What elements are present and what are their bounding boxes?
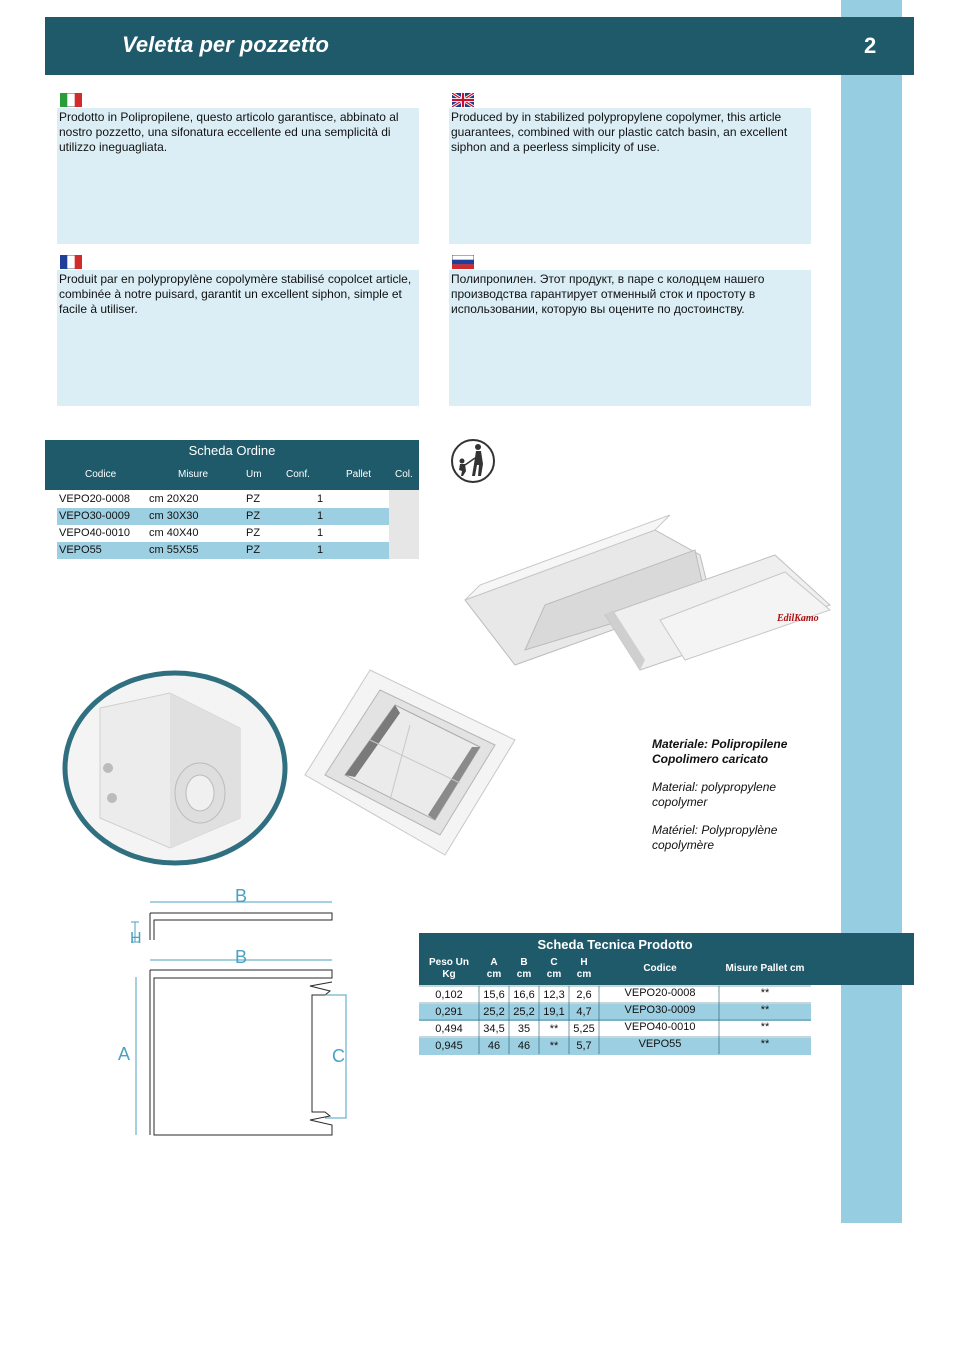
tech-col-c-unit: cm — [546, 969, 562, 980]
tech-h: 4,7 — [576, 1006, 592, 1018]
description-box-it — [57, 108, 419, 244]
order-col-pallet: Pallet — [346, 469, 372, 480]
france-flag-icon — [60, 255, 82, 269]
material-fr-line2: copolymère — [652, 838, 715, 852]
material-en-line2: copolymer — [652, 795, 708, 809]
order-misure: cm 40X40 — [149, 527, 199, 539]
table-row — [57, 542, 389, 559]
pozzetto-top-view-photo — [300, 665, 522, 860]
tech-h: 5,7 — [576, 1040, 592, 1052]
order-col-misure: Misure — [178, 469, 209, 480]
table-row — [57, 491, 389, 508]
tech-b: 46 — [517, 1040, 531, 1052]
page-number: 2 — [864, 33, 877, 58]
tech-table-header — [419, 933, 914, 985]
material-fr-line1: Matériel: Polypropylène — [652, 823, 778, 837]
tech-peso: 0,102 — [435, 989, 463, 1001]
keep-away-from-children-icon — [448, 438, 498, 484]
tech-col-h — [572, 957, 596, 981]
tech-pallet: ** — [760, 1004, 770, 1016]
tech-c: ** — [549, 1040, 559, 1052]
order-codice: VEPO40-0010 — [59, 527, 130, 539]
order-um: PZ — [246, 527, 261, 539]
tech-peso: 0,945 — [435, 1040, 463, 1052]
tech-col-b-label: B — [520, 957, 528, 968]
order-conf: 1 — [317, 493, 324, 505]
tech-col-c — [542, 957, 566, 981]
order-col-codice: Codice — [85, 469, 117, 480]
order-conf: 1 — [317, 527, 324, 539]
tech-col-a — [482, 957, 506, 981]
tech-codice: VEPO55 — [638, 1038, 682, 1050]
order-codice: VEPO20-0008 — [59, 493, 130, 505]
tech-col-codice: Codice — [643, 963, 677, 974]
drawing-label-a: A — [118, 1044, 131, 1064]
tech-c: ** — [549, 1023, 559, 1035]
technical-drawing — [100, 880, 360, 1140]
order-col-conf: Conf. — [286, 469, 310, 480]
order-um: PZ — [246, 544, 261, 556]
description-box-fr — [57, 270, 419, 406]
order-table-header — [45, 440, 419, 490]
tech-codice: VEPO40-0010 — [624, 1021, 696, 1033]
tech-codice: VEPO20-0008 — [624, 987, 696, 999]
order-col-shade — [389, 490, 419, 559]
tech-col-h-label: H — [580, 957, 588, 968]
tech-table-title: Scheda Tecnica Prodotto — [537, 937, 693, 952]
tech-a: 46 — [487, 1040, 501, 1052]
order-um: PZ — [246, 493, 261, 505]
order-misure: cm 55X55 — [149, 544, 199, 556]
description-box-en — [449, 108, 811, 244]
italy-flag-icon — [60, 93, 82, 107]
tech-a: 34,5 — [483, 1023, 505, 1035]
veletta-product-photo — [455, 500, 840, 675]
tech-peso: 0,291 — [435, 1006, 463, 1018]
order-col-um: Um — [246, 469, 262, 480]
order-codice: VEPO55 — [59, 544, 102, 556]
tech-b: 35 — [517, 1023, 531, 1035]
tech-c: 19,1 — [543, 1006, 565, 1018]
description-ru: Полипропилен. Этот продукт, в паре с колодцем нашего производства гарантирует отменный сток и простоту в использовании, которую вы оцените по достоинству. — [451, 272, 765, 316]
tech-col-c-label: C — [550, 957, 558, 968]
description-en: Produced by in stabilized polypropylene copolymer, this article guarantees, combined with our plastic catch basin, an excellent siphon and a peerless simplicity of use. — [451, 110, 788, 154]
description-it: Prodotto in Polipropilene, questo articolo garantisce, abbinato al nostro pozzetto, una sifonatura eccellente ed una semplicità di utilizzo ineguagliata. — [59, 110, 399, 154]
order-conf: 1 — [317, 544, 324, 556]
tech-a: 25,2 — [483, 1006, 505, 1018]
tech-b: 16,6 — [513, 989, 535, 1001]
tech-pallet: ** — [760, 987, 770, 999]
drawing-label-b: B — [235, 947, 248, 967]
tech-c: 12,3 — [543, 989, 565, 1001]
tech-table-gridlines — [419, 985, 811, 1055]
uk-flag-icon — [452, 93, 474, 107]
material-block — [652, 737, 832, 853]
tech-col-peso-unit: Kg — [442, 969, 456, 980]
order-misure: cm 20X20 — [149, 493, 199, 505]
tech-col-b — [512, 957, 536, 981]
order-col-col: Col. — [395, 469, 413, 480]
drawing-label-h: H — [130, 930, 142, 947]
description-box-ru — [449, 270, 811, 406]
tech-a: 15,6 — [483, 989, 505, 1001]
material-en-line1: Material: polypropylene — [652, 780, 777, 794]
tech-h: 2,6 — [576, 989, 592, 1001]
pozzetto-detail-photo — [60, 668, 290, 868]
page-title: Veletta per pozzetto — [122, 32, 329, 57]
order-misure: cm 30X30 — [149, 510, 199, 522]
brand-logo: EdilKamo — [777, 613, 819, 624]
table-row — [57, 525, 389, 542]
material-it-line1: Materiale: Polipropilene — [652, 737, 788, 751]
tech-pallet: ** — [760, 1021, 770, 1033]
order-um: PZ — [246, 510, 261, 522]
table-row — [57, 508, 389, 525]
tech-peso: 0,494 — [435, 1023, 463, 1035]
tech-codice: VEPO30-0009 — [624, 1004, 696, 1016]
tech-b: 25,2 — [513, 1006, 535, 1018]
tech-col-a-label: A — [490, 957, 498, 968]
tech-pallet: ** — [760, 1038, 770, 1050]
tech-col-peso-label: Peso Un — [429, 957, 470, 968]
tech-col-b-unit: cm — [516, 969, 532, 980]
order-codice: VEPO30-0009 — [59, 510, 130, 522]
tech-h: 5,25 — [573, 1023, 595, 1035]
tech-col-peso — [429, 957, 469, 981]
tech-col-h-unit: cm — [576, 969, 592, 980]
tech-col-pallet: Misure Pallet cm — [725, 963, 805, 974]
sidebar-band — [841, 0, 902, 1223]
material-it-line2: Copolimero caricato — [652, 752, 769, 766]
tech-col-a-unit: cm — [486, 969, 502, 980]
drawing-label-c: C — [332, 1046, 345, 1066]
order-conf: 1 — [317, 510, 324, 522]
russia-flag-icon — [452, 255, 474, 269]
order-table-title: Scheda Ordine — [188, 443, 276, 458]
description-fr: Produit par en polypropylène copolymère stabilisé copolcet article, combinée à notre puisard, garantit un excellent siphon, simple et facile à utiliser. — [59, 272, 412, 316]
drawing-label-b-top: B — [235, 886, 248, 906]
